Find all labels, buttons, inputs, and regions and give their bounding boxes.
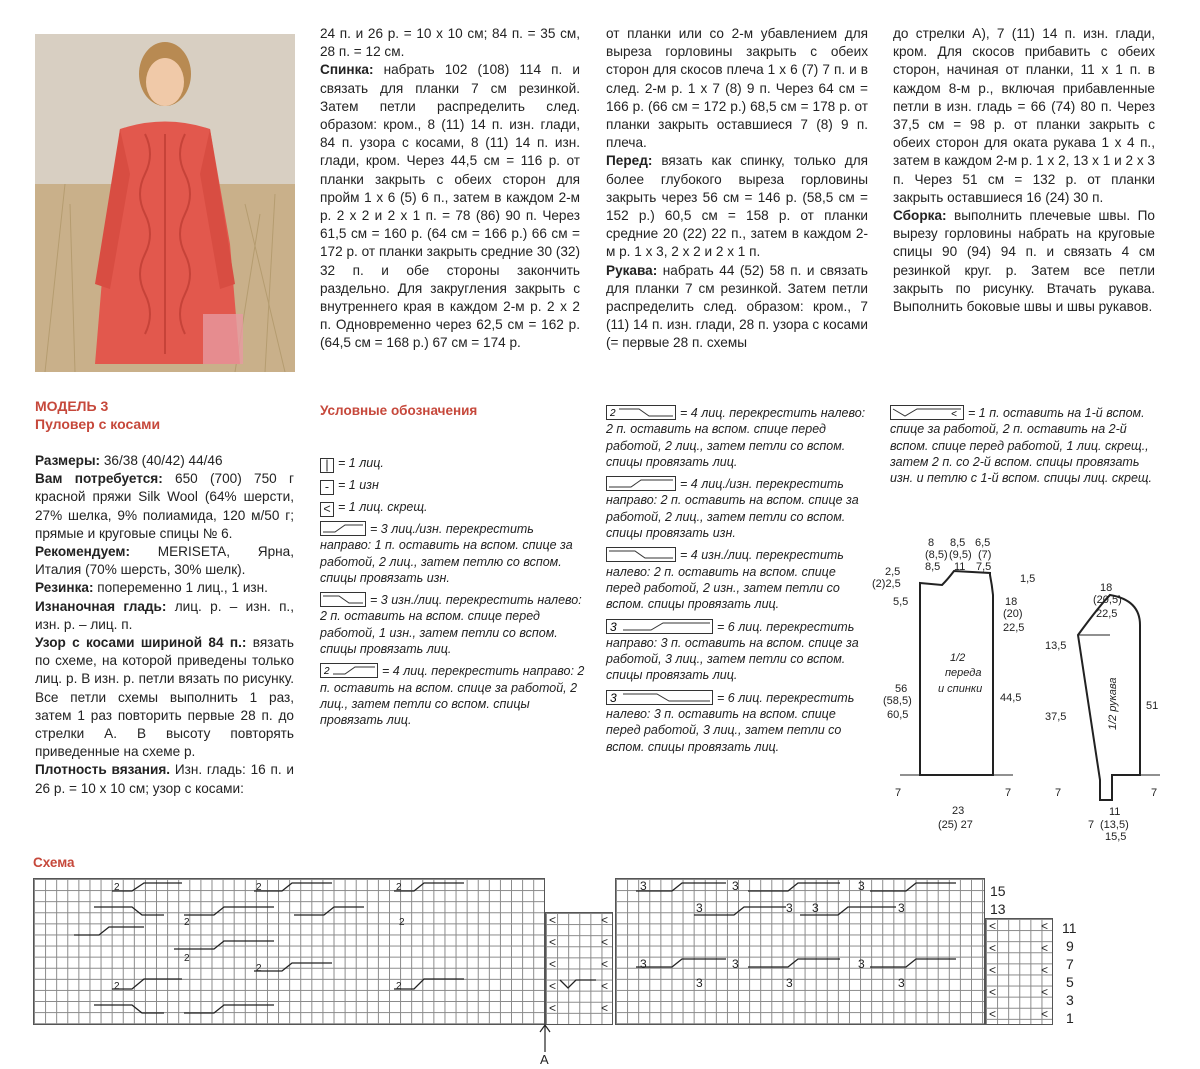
svg-text:2: 2 — [184, 953, 190, 964]
svg-text:(20): (20) — [1003, 608, 1023, 620]
svg-text:5,5: 5,5 — [893, 596, 909, 608]
svg-text:15,5: 15,5 — [1105, 831, 1127, 843]
svg-text:1,5: 1,5 — [1020, 573, 1036, 585]
cross-4-purl-left-symbol-icon — [606, 547, 676, 562]
legend-title: Условные обозначения — [320, 403, 478, 418]
cable-crossings-right — [616, 879, 984, 1024]
sleeve-label: 1/2 рукава — [1107, 677, 1119, 730]
svg-text:2: 2 — [184, 917, 190, 928]
svg-text:11: 11 — [954, 561, 966, 573]
svg-text:3: 3 — [858, 879, 865, 893]
legend-item: 2 = 4 лиц. перекрестить налево: 2 п. оставить на вспом. спице перед работой, 2 лиц., затем петли со вспом. спицы провязать лиц. — [606, 406, 866, 469]
svg-text:(8,5): (8,5) — [925, 549, 948, 561]
svg-text:<: < — [989, 963, 997, 977]
svg-text:13,5: 13,5 — [1045, 640, 1067, 652]
legend-item: 2 = 4 лиц. перекрестить направо: 2 п. оставить на вспом. спице за работой, 2 лиц., затем петли со вспом. спицы провязать лиц. — [320, 664, 585, 728]
svg-text:<: < — [601, 913, 609, 927]
pattern-grid-middle — [545, 912, 613, 1025]
svg-text:3: 3 — [786, 976, 793, 990]
svg-text:3: 3 — [858, 957, 865, 971]
paragraph: Сборка: выполнить плечевые швы. По вырезу горловины набрать на круговые спицы 90 (94) 94 п. и связать 4 см резинкой круг. р. Затем все петли закрыть по рисунку. Втачать рукава. Выполнить боковые швы и швы рукавов. — [893, 208, 1155, 315]
svg-text:7: 7 — [1151, 787, 1158, 799]
svg-text:<: < — [601, 957, 609, 971]
purl-symbol-icon: - — [320, 480, 334, 495]
paragraph: Вам потребуется: 650 (700) 750 г красной пряжи Silk Wool (64% шерсти, 27% шелка, 9% полиамида, 120 м/50 г; прямые и круговые спицы № 6. — [35, 471, 294, 541]
svg-text:<: < — [1041, 985, 1049, 999]
svg-text:<: < — [1041, 1007, 1049, 1021]
front-label-1: 1/2 — [950, 652, 966, 664]
svg-text:<: < — [1041, 919, 1049, 933]
row-number-9: 9 — [1066, 938, 1074, 954]
svg-text:3: 3 — [696, 901, 703, 915]
svg-text:37,5: 37,5 — [1045, 711, 1067, 723]
pattern-grid-right — [615, 878, 985, 1025]
svg-text:18: 18 — [1100, 582, 1113, 594]
svg-text:<: < — [951, 409, 957, 419]
row-number-7: 7 — [1066, 956, 1074, 972]
arrow-up-icon — [535, 1022, 557, 1054]
cross-4-purl-right-symbol-icon — [606, 476, 676, 491]
pattern-grid-far-right — [985, 918, 1053, 1025]
svg-text:8: 8 — [928, 537, 935, 549]
paragraph: Рукава: набрать 44 (52) 58 п. и связать для планки 7 см резинкой. Затем петли распределить след. образом: кром., 7 (11) 14 п. изн. глади, 28 п. узора с косами (= первые 28 п. схемы — [606, 262, 868, 351]
model-title — [35, 397, 305, 433]
cross-4-twist-symbol-icon — [890, 405, 964, 420]
knit-symbol-icon: | — [320, 458, 334, 473]
model-name: Пуловер с косами — [35, 416, 161, 432]
legend-item: 3 = 6 лиц. перекрестить направо: 3 п. оставить на вспом. спице за работой, 3 лиц., затем петли со вспом. спицы провязать лиц. — [606, 619, 859, 683]
legend-item: < = 1 п. оставить на 1-й вспом. спице за работой, 2 п. оставить на 2-й вспом. спице перед работой, 1 лиц. скрещ., затем 2 п. со 2-й вспом. спицы провязать изн. и петлю с 1-й вспом. спицы лиц. скрещ. — [890, 406, 1153, 486]
svg-text:<: < — [989, 1007, 997, 1021]
paragraph: Изнаночная гладь: лиц. р. – изн. п., изн. р. – лиц. п. — [35, 598, 294, 632]
svg-text:<: < — [989, 941, 997, 955]
svg-text:2: 2 — [114, 882, 120, 893]
svg-text:<: < — [1041, 963, 1049, 977]
legend-item: = 3 изн./лиц. перекрестить налево: 2 п. оставить на вспом. спице перед работой, 1 изн., затем петли со вспом. спицы провязать лиц. — [320, 593, 582, 657]
svg-text:2: 2 — [114, 981, 120, 992]
svg-text:(2)2,5: (2)2,5 — [872, 578, 901, 590]
pattern-grid-left — [33, 878, 545, 1025]
legend-column-3 — [890, 405, 1155, 486]
scheme-title: Схема — [33, 855, 75, 870]
svg-text:6,5: 6,5 — [975, 537, 991, 549]
row-number-13: 13 — [990, 901, 1006, 917]
svg-text:<: < — [549, 979, 557, 993]
text-column-1 — [320, 25, 580, 353]
model-photo — [35, 34, 295, 372]
svg-text:<: < — [601, 1001, 609, 1015]
row-number-11: 11 — [1062, 920, 1077, 936]
svg-text:3: 3 — [898, 901, 905, 915]
twisted-knit-symbol-icon: < — [320, 502, 334, 517]
svg-text:<: < — [601, 979, 609, 993]
svg-text:2: 2 — [396, 882, 402, 893]
legend-item: = 3 лиц./изн. перекрестить направо: 1 п. оставить на вспом. спице за работой, 2 лиц., затем петлю со вспом. спицы провязать изн. — [320, 522, 573, 585]
svg-text:2: 2 — [256, 882, 262, 893]
cross-4-left-symbol-icon — [606, 405, 676, 420]
left-column — [35, 452, 294, 798]
svg-text:3: 3 — [786, 901, 793, 915]
svg-text:3: 3 — [732, 957, 739, 971]
svg-text:22,5: 22,5 — [1003, 622, 1025, 634]
svg-text:7: 7 — [895, 787, 902, 799]
legend-column-2 — [606, 405, 871, 755]
paragraph: Узор с косами шириной 84 п.: вязать по схеме, на которой приведены только лиц. р. В изн. р. петли вязать по рисунку. Все петли схемы выполнить 1 раз, затем 1 раз повторить первые 28 п. до стрелки А. В высоту повторять приведенные на схеме р. — [35, 635, 294, 760]
paragraph: Рекомендуем: MERISETA, Ярна, Италия (70% шерсть, 30% шелк). — [35, 544, 294, 578]
legend-item: < = 1 лиц. скрещ. — [320, 499, 585, 517]
svg-text:<: < — [549, 913, 557, 927]
svg-text:3: 3 — [610, 690, 617, 704]
svg-text:56: 56 — [895, 683, 908, 695]
svg-text:3: 3 — [812, 901, 819, 915]
svg-text:<: < — [549, 957, 557, 971]
svg-text:3: 3 — [640, 957, 647, 971]
text-column-2 — [606, 25, 868, 353]
paragraph: Перед: вязать как спинку, только для более глубокого выреза горловины закрыть через 56 см = 146 р. (58,5 см = 152 р.) 60,5 см = 158 р. от планки средние 20 (22) 22 п., затем в каждом 2-м р. 1 х 3, 2 х 2 и 2 х 1 п. — [606, 153, 868, 260]
cross-4-right-symbol-icon — [320, 663, 378, 678]
svg-text:3: 3 — [696, 976, 703, 990]
paragraph: Спинка: набрать 102 (108) 114 п. и связать для планки 7 см резинкой. Затем петли распределить след. образом: кром., 8 (11) 14 п. изн. глади, 84 п. узора с косами, 8 (11) 14 п. изн. глади, кром. Через 44,5 см = 116 р. от планки закрыть с обеих сторон для пройм 1 х 6 (5) 6 п., затем в каждом 2-м р. 2 х 2 и 2 х 1 п. = 78 (86) 90 п. Через 61,5 см = 160 р. (64 см = 166 р.) 66 см = 172 р. от планки закрыть средние 30 (32) 32 п. и обе стороны закончить раздельно. Для закругления закрыть с внутреннего края в каждом 2-м р. 2 х 2 п. Одновременно через 62,5 см = 162 р. (64,5 см = 168 р.) 67 см = 174 р. — [320, 62, 580, 351]
svg-text:2,5: 2,5 — [885, 566, 901, 578]
svg-text:11: 11 — [1109, 806, 1121, 818]
svg-text:2: 2 — [324, 666, 330, 678]
twist-symbols-right — [986, 919, 1052, 1024]
svg-text:7: 7 — [1055, 787, 1062, 799]
svg-text:60,5: 60,5 — [887, 709, 909, 721]
svg-text:3: 3 — [640, 879, 647, 893]
arrow-label: А — [540, 1052, 549, 1067]
svg-text:7: 7 — [1088, 819, 1095, 831]
row-number-5: 5 — [1066, 974, 1074, 990]
svg-text:2: 2 — [399, 917, 405, 928]
model-number: МОДЕЛЬ 3 — [35, 398, 109, 414]
svg-text:44,5: 44,5 — [1000, 692, 1022, 704]
paragraph: Размеры: 36/38 (40/42) 44/46 — [35, 453, 223, 468]
svg-text:<: < — [989, 985, 997, 999]
svg-text:23: 23 — [952, 805, 965, 817]
cross-6-right-symbol-icon — [606, 619, 713, 634]
front-label-2: переда — [945, 667, 982, 679]
cross-3-right-symbol-icon — [320, 521, 366, 536]
legend-item: 3 = 6 лиц. перекрестить налево: 3 п. оставить на вспом. спице перед работой, 3 лиц., затем петли со вспом. спицы провязать лиц. — [606, 690, 855, 754]
svg-text:7: 7 — [1005, 787, 1012, 799]
row-number-1: 1 — [1066, 1010, 1074, 1026]
svg-text:<: < — [601, 935, 609, 949]
svg-text:(7): (7) — [978, 549, 992, 561]
size-diagram — [870, 535, 1170, 845]
front-label-3: и спинки — [938, 683, 983, 695]
svg-text:2: 2 — [256, 963, 262, 974]
svg-text:<: < — [989, 919, 997, 933]
svg-text:(9,5): (9,5) — [949, 549, 972, 561]
row-number-15: 15 — [990, 883, 1006, 899]
cross-3-left-symbol-icon — [320, 592, 366, 607]
svg-text:8,5: 8,5 — [950, 537, 966, 549]
svg-text:3: 3 — [610, 619, 617, 633]
svg-text:3: 3 — [732, 879, 739, 893]
model-photo-illustration — [35, 34, 295, 372]
legend-column-1 — [320, 455, 585, 729]
legend-item: = 4 изн./лиц. перекрестить налево: 2 п. оставить на вспом. спице перед работой, 2 изн., затем петли со вспом. спицы провязать лиц. — [606, 548, 844, 612]
legend-item: = 4 лиц./изн. перекрестить направо: 2 п. оставить на вспом. спице за работой, 2 лиц., затем петли со вспом. спицы провязать изн. — [606, 477, 859, 541]
svg-text:<: < — [549, 1001, 557, 1015]
svg-text:<: < — [1041, 941, 1049, 955]
paragraph: от планки или со 2-м убавлением для выреза горловины закрыть с обеих сторон для скосов плеча 1 х 6 (7) 7 п. и в след. 2-м р. 1 х 7 (8) 9 п. Через 64 см = 166 р. (66 см = 172 р.) 68,5 см = 178 р. от планки закрыть оставшиеся 7 (8) 9 п. плеча. — [606, 26, 868, 151]
legend-item: | = 1 лиц. — [320, 455, 585, 473]
legend-item: - = 1 изн — [320, 477, 585, 495]
svg-text:(20,5): (20,5) — [1093, 594, 1122, 606]
paragraph: Резинка: попеременно 1 лиц., 1 изн. — [35, 580, 268, 596]
text-column-3 — [893, 25, 1155, 316]
paragraph: 24 п. и 26 р. = 10 х 10 см; 84 п. = 35 см, 28 п. = 12 см. — [320, 26, 580, 60]
svg-text:8,5: 8,5 — [925, 561, 941, 573]
svg-text:<: < — [549, 935, 557, 949]
cable-crossings-left — [34, 879, 544, 1024]
twist-symbols-middle — [546, 913, 612, 1024]
svg-text:(13,5): (13,5) — [1100, 819, 1129, 831]
row-number-3: 3 — [1066, 992, 1074, 1008]
svg-text:51: 51 — [1146, 700, 1159, 712]
svg-text:7,5: 7,5 — [976, 561, 992, 573]
svg-text:(25) 27: (25) 27 — [938, 819, 973, 831]
svg-text:22,5: 22,5 — [1096, 608, 1118, 620]
svg-text:18: 18 — [1005, 596, 1018, 608]
svg-text:2: 2 — [610, 408, 616, 419]
cross-6-left-symbol-icon — [606, 690, 713, 705]
svg-text:2: 2 — [396, 981, 402, 992]
svg-text:3: 3 — [898, 976, 905, 990]
svg-text:(58,5): (58,5) — [883, 695, 912, 707]
paragraph: до стрелки А), 7 (11) 14 п. изн. глади, кром. Для скосов прибавить с обеих сторон, начиная от планки, 11 х 1 п. в каждом 8-м р., включая прибавленные петли в изн. гладь = 66 (74) 80 п. Через 37,5 см = 98 р. от планки закрыть с обеих сторон для оката рукава 1 х 4 п., затем в каждом 2-м р. 1 х 2, 13 х 1 и 2 х 3 п. Через 51 см = 132 р. от планки закрыть оставшиеся 16 (24) 30 п. — [893, 26, 1155, 205]
paragraph: Плотность вязания. Изн. гладь: 16 п. и 26 р. = 10 х 10 см; узор с косами: — [35, 762, 295, 796]
